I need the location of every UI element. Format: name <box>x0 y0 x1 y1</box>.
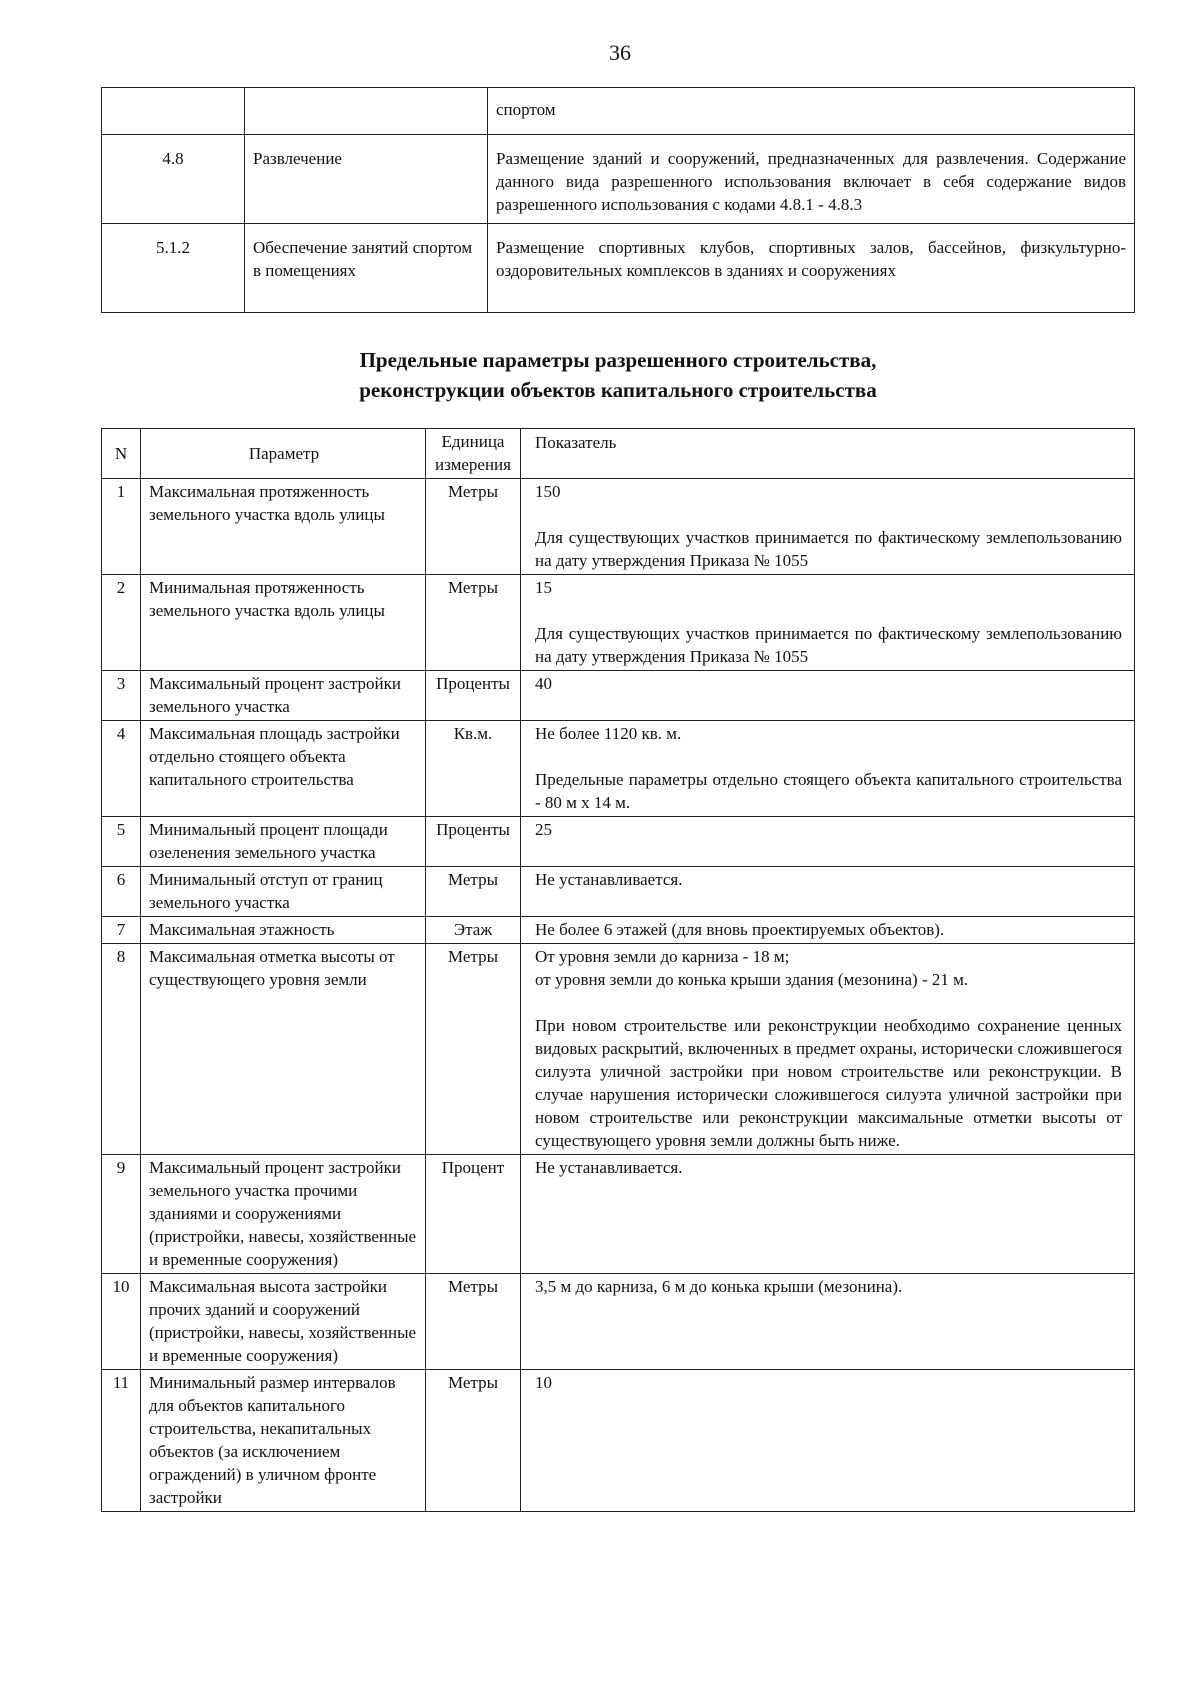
header-n: N <box>102 429 141 479</box>
spacer <box>535 745 1122 768</box>
row-number-cell: 1 <box>102 479 141 575</box>
unit-cell: Метры <box>426 944 521 1155</box>
parameter-cell: Минимальный процент площади озеленения земельного участка <box>141 817 426 867</box>
value-cell <box>521 721 1135 817</box>
value-text: Не устанавливается. <box>535 1158 683 1177</box>
value-text: От уровня земли до карниза - 18 м; <box>535 947 790 966</box>
table-row <box>102 944 1135 1155</box>
value-cell <box>521 817 1135 867</box>
spacer <box>535 991 1122 1014</box>
value-text: 150 <box>535 482 561 501</box>
section-title-line: Предельные параметры разрешенного строительства, <box>359 348 877 372</box>
value-note: При новом строительстве или реконструкции необходимо сохранение ценных видовых раскрытий, включенных в предмет охраны, исторически сложившегося силуэта уличной застройки при новом строительстве или реконструкции. В случае нарушения исторически сложившегося силуэта уличной застройки при новом строительстве или реконструкции максимальные отметки высоты от существующего уровня земли должны быть ниже. <box>535 1016 1122 1150</box>
value-text: Не более 6 этажей (для вновь проектируемых объектов). <box>535 920 945 939</box>
use-name-cell: Развлечение <box>245 135 488 224</box>
row-number-cell: 5 <box>102 817 141 867</box>
table-row <box>102 575 1135 671</box>
value-cell <box>521 671 1135 721</box>
use-name-cell <box>245 88 488 135</box>
parameters-body <box>102 479 1135 1512</box>
table-row <box>102 1155 1135 1274</box>
value-cell <box>521 575 1135 671</box>
value-text: 25 <box>535 820 552 839</box>
row-number-cell: 9 <box>102 1155 141 1274</box>
value-cell <box>521 867 1135 917</box>
row-number-cell: 11 <box>102 1370 141 1512</box>
parameter-cell: Максимальная площадь застройки отдельно стоящего объекта капитального строительства <box>141 721 426 817</box>
unit-cell: Метры <box>426 867 521 917</box>
unit-cell: Проценты <box>426 817 521 867</box>
parameter-cell: Максимальный процент застройки земельного участка <box>141 671 426 721</box>
use-code-cell: 4.8 <box>102 135 245 224</box>
use-description-cell: Размещение зданий и сооружений, предназначенных для развлечения. Содержание данного вида разрешенного использования включает в себя содержание видов разрешенного использования с кодами 4.8.1 - 4.8.3 <box>488 135 1135 224</box>
row-number-cell: 7 <box>102 917 141 944</box>
unit-cell: Метры <box>426 1274 521 1370</box>
table-row <box>102 135 1135 224</box>
parameter-cell: Минимальный отступ от границ земельного участка <box>141 867 426 917</box>
table-row <box>102 867 1135 917</box>
table-row <box>102 721 1135 817</box>
table-row <box>102 917 1135 944</box>
value-cell <box>521 1370 1135 1512</box>
table-row <box>102 479 1135 575</box>
unit-cell: Метры <box>426 1370 521 1512</box>
unit-cell: Этаж <box>426 917 521 944</box>
parameters-table <box>101 428 1135 1512</box>
table-row <box>102 224 1135 313</box>
unit-cell: Проценты <box>426 671 521 721</box>
parameter-cell: Максимальная этажность <box>141 917 426 944</box>
value-text: от уровня земли до конька крыши здания (мезонина) - 21 м. <box>535 970 969 989</box>
value-text: 40 <box>535 674 552 693</box>
parameter-cell: Максимальный процент застройки земельного участка прочими зданиями и сооружениями (пристройки, навесы, хозяйственные и временные сооружения) <box>141 1155 426 1274</box>
use-description-cell: Размещение спортивных клубов, спортивных залов, бассейнов, физкультурно-оздоровительных комплексов в зданиях и сооружениях <box>488 224 1135 313</box>
unit-cell: Метры <box>426 575 521 671</box>
parameter-cell: Минимальная протяженность земельного участка вдоль улицы <box>141 575 426 671</box>
table-row <box>102 1274 1135 1370</box>
parameter-cell: Максимальная отметка высоты от существующего уровня земли <box>141 944 426 1155</box>
use-code-cell: 5.1.2 <box>102 224 245 313</box>
value-text: Не устанавливается. <box>535 870 683 889</box>
header-parameter: Параметр <box>141 429 426 479</box>
use-description-cell: спортом <box>488 88 1135 135</box>
value-note: Для существующих участков принимается по фактическому землепользованию на дату утверждения Приказа № 1055 <box>535 624 1122 666</box>
table-row <box>102 1370 1135 1512</box>
spacer <box>535 503 1122 526</box>
header-unit: Единица измерения <box>426 429 521 479</box>
parameter-cell: Минимальный размер интервалов для объектов капитального строительства, некапитальных объектов (за исключением ограждений) в уличном фронте застройки <box>141 1370 426 1512</box>
row-number-cell: 10 <box>102 1274 141 1370</box>
value-cell <box>521 917 1135 944</box>
permitted-uses-table <box>101 87 1135 313</box>
value-text: 3,5 м до карниза, 6 м до конька крыши (мезонина). <box>535 1277 903 1296</box>
table-row <box>102 671 1135 721</box>
parameter-cell: Максимальная высота застройки прочих зданий и сооружений (пристройки, навесы, хозяйственные и временные сооружения) <box>141 1274 426 1370</box>
parameter-cell: Максимальная протяженность земельного участка вдоль улицы <box>141 479 426 575</box>
value-cell <box>521 1274 1135 1370</box>
value-text: 10 <box>535 1373 552 1392</box>
header-value: Показатель <box>521 429 1135 479</box>
section-title <box>101 345 1135 405</box>
row-number-cell: 3 <box>102 671 141 721</box>
table-header-row <box>102 429 1135 479</box>
use-name-cell: Обеспечение занятий спортом в помещениях <box>245 224 488 313</box>
unit-cell: Процент <box>426 1155 521 1274</box>
value-note: Предельные параметры отдельно стоящего объекта капитального строительства - 80 м х 14 м. <box>535 770 1122 812</box>
value-text: 15 <box>535 578 552 597</box>
row-number-cell: 4 <box>102 721 141 817</box>
value-cell <box>521 1155 1135 1274</box>
table-row <box>102 88 1135 135</box>
unit-cell: Кв.м. <box>426 721 521 817</box>
value-cell <box>521 944 1135 1155</box>
row-number-cell: 2 <box>102 575 141 671</box>
value-note: Для существующих участков принимается по фактическому землепользованию на дату утверждения Приказа № 1055 <box>535 528 1122 570</box>
use-code-cell <box>102 88 245 135</box>
value-cell <box>521 479 1135 575</box>
spacer <box>535 599 1122 622</box>
unit-cell: Метры <box>426 479 521 575</box>
table-row <box>102 817 1135 867</box>
value-text: Не более 1120 кв. м. <box>535 724 682 743</box>
section-title-line: реконструкции объектов капитального строительства <box>359 378 877 402</box>
page-number: 36 <box>609 40 631 65</box>
row-number-cell: 6 <box>102 867 141 917</box>
row-number-cell: 8 <box>102 944 141 1155</box>
